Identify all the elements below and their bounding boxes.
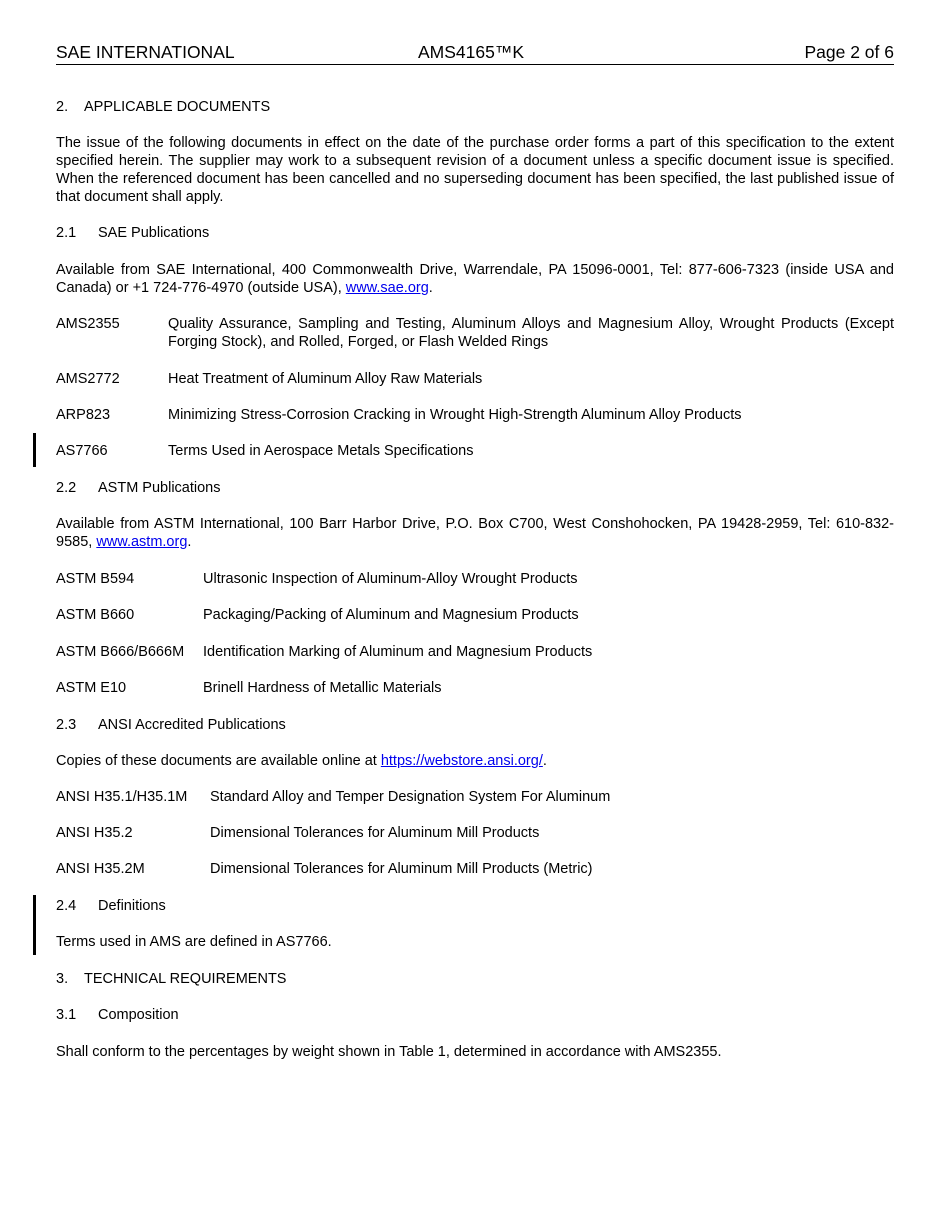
paragraph: Terms used in AMS are defined in AS7766.: [56, 934, 332, 950]
reference-item: [56, 643, 894, 661]
section-number: 2.: [56, 99, 69, 115]
ansi-webstore-link[interactable]: https://webstore.ansi.org/: [380, 753, 543, 769]
reference-code: ASTM B660: [56, 607, 135, 623]
sae-website-link[interactable]: www.sae.org: [345, 280, 429, 296]
reference-item: [56, 570, 894, 588]
reference-item: [56, 788, 894, 806]
reference-item: [56, 606, 894, 624]
reference-code: ASTM E10: [56, 680, 127, 696]
reference-code: AMS2355: [56, 316, 120, 332]
section-number: 3.: [56, 971, 69, 987]
section-heading: [56, 970, 894, 988]
reference-code: AS7766: [56, 443, 108, 459]
subsection-heading: [56, 224, 894, 242]
subsection-number: 2.4: [56, 898, 77, 914]
reference-code: ANSI H35.2: [56, 825, 133, 841]
punctuation: .: [428, 280, 433, 296]
availability-paragraph: [56, 752, 894, 770]
reference-item: [56, 315, 894, 351]
reference-code: ASTM B666/B666M: [56, 644, 185, 660]
subsection-heading: [56, 716, 894, 734]
section-title: APPLICABLE DOCUMENTS: [84, 99, 271, 115]
subsection-heading: [56, 897, 894, 915]
publisher-name: SAE INTERNATIONAL: [56, 42, 235, 62]
reference-item: [56, 370, 894, 388]
reference-title: Terms Used in Aerospace Metals Specifications: [168, 443, 474, 459]
reference-title: Dimensional Tolerances for Aluminum Mill Products: [210, 825, 540, 841]
subsection-heading: [56, 479, 894, 497]
subsection-title: ASTM Publications: [98, 480, 221, 496]
document-page: [56, 42, 894, 1061]
reference-title: Standard Alloy and Temper Designation System For Aluminum: [210, 789, 611, 805]
subsection-title: Composition: [98, 1007, 179, 1023]
reference-title: Ultrasonic Inspection of Aluminum-Alloy Wrought Products: [203, 571, 578, 587]
section-title: TECHNICAL REQUIREMENTS: [84, 971, 287, 987]
subsection-heading: [56, 1006, 894, 1024]
availability-text: Copies of these documents are available online at: [56, 753, 381, 769]
reference-title: Identification Marking of Aluminum and Magnesium Products: [203, 644, 593, 660]
reference-title: Brinell Hardness of Metallic Materials: [203, 680, 442, 696]
reference-code: ASTM B594: [56, 571, 135, 587]
subsection-title: ANSI Accredited Publications: [98, 717, 286, 733]
availability-text: Available from ASTM International, 100 Barr Harbor Drive, P.O. Box C700, West Conshohocken, PA 19428-2959, Tel: 610-832-9585,: [56, 516, 894, 550]
availability-paragraph: [56, 261, 894, 297]
subsection-number: 2.1: [56, 225, 77, 241]
astm-website-link[interactable]: www.astm.org: [96, 534, 188, 550]
paragraph: Shall conform to the percentages by weight shown in Table 1, determined in accordance with AMS2355.: [56, 1044, 722, 1060]
reference-code: ARP823: [56, 407, 111, 423]
punctuation: .: [187, 534, 192, 550]
page-number: Page 2 of 6: [804, 42, 894, 62]
change-bar: [33, 433, 36, 467]
reference-code: AMS2772: [56, 371, 120, 387]
change-bar: [33, 895, 36, 955]
subsection-number: 3.1: [56, 1007, 77, 1023]
subsection-number: 2.3: [56, 717, 77, 733]
reference-item: [56, 679, 894, 697]
document-number: AMS4165™K: [418, 42, 525, 62]
subsection-number: 2.2: [56, 480, 77, 496]
reference-item: [56, 824, 894, 842]
reference-item: [56, 442, 894, 460]
availability-paragraph: [56, 515, 894, 551]
reference-title: Packaging/Packing of Aluminum and Magnesium Products: [203, 607, 579, 623]
reference-title: Quality Assurance, Sampling and Testing, Aluminum Alloys and Magnesium Alloy, Wrought Products (Except Forging Stock), and Rolled, Forged, or Flash Welded Rings: [168, 316, 894, 350]
reference-title: Minimizing Stress-Corrosion Cracking in Wrought High-Strength Aluminum Alloy Products: [168, 407, 742, 423]
reference-code: ANSI H35.2M: [56, 861, 145, 877]
reference-title: Heat Treatment of Aluminum Alloy Raw Materials: [168, 371, 483, 387]
paragraph: The issue of the following documents in effect on the date of the purchase order forms a part of this specification to the extent specified herein. The supplier may work to a subsequent revision of a document unless a specific document issue is specified. When the referenced document has been cancelled and no superseding document has been specified, the last published issue of that document shall apply.: [56, 135, 894, 205]
availability-text: Available from SAE International, 400 Commonwealth Drive, Warrendale, PA 15096-0001, Tel: 877-606-7323 (inside USA and Canada) or +1 724-776-4970 (outside USA),: [56, 262, 894, 296]
subsection-title: Definitions: [98, 898, 166, 914]
reference-item: [56, 860, 894, 878]
reference-code: ANSI H35.1/H35.1M: [56, 789, 188, 805]
reference-title: Dimensional Tolerances for Aluminum Mill Products (Metric): [210, 861, 593, 877]
subsection-title: SAE Publications: [98, 225, 210, 241]
reference-item: [56, 406, 894, 424]
punctuation: .: [542, 753, 547, 769]
section-heading: [56, 98, 894, 116]
page-header: [56, 42, 894, 65]
